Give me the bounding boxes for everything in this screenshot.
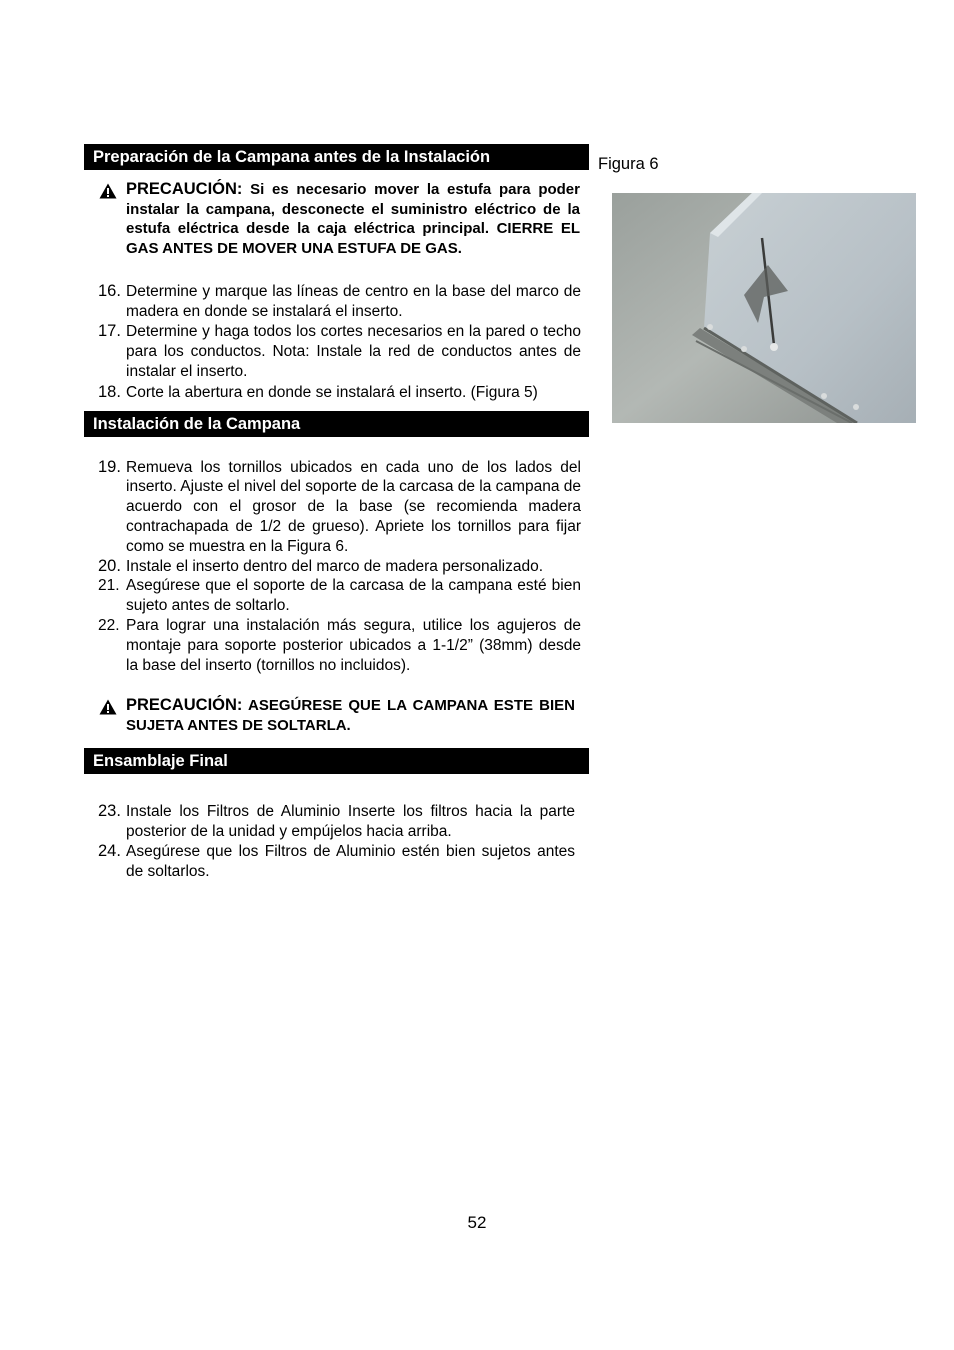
main-column [84, 144, 589, 882]
item-number: 18. [98, 382, 121, 401]
list-item [98, 616, 581, 675]
list-item [98, 842, 575, 882]
page-number: 52 [467, 1213, 487, 1232]
item-number: 21. [98, 577, 120, 595]
list-item [98, 322, 581, 381]
figure-6-photo [612, 193, 916, 423]
item-text: Asegúrese que los Filtros de Aluminio estén bien sujetos antes de soltarlos. [126, 843, 575, 881]
caution-label: PRECAUCIÓN: [126, 180, 243, 198]
warning-icon [99, 183, 117, 199]
caution-block-1 [126, 180, 580, 259]
section-header-installation: Instalación de la Campana [84, 411, 589, 437]
item-number: 24. [98, 842, 121, 861]
item-number: 20. [98, 556, 121, 575]
item-text: Instale los Filtros de Aluminio Inserte los filtros hacia la parte posterior de la unidad y empújelos hacia arriba. [126, 802, 575, 840]
caution-label: PRECAUCIÓN: [126, 696, 243, 715]
list-item [98, 382, 581, 403]
warning-icon [99, 699, 117, 715]
list-item [98, 556, 578, 577]
item-text: Determine y haga todos los cortes necesarios en la pared o techo para los conductos. Nota: Instale la red de conductos antes de instalar el inserto. [126, 323, 581, 380]
list-item [98, 281, 581, 322]
item-number: 19. [98, 457, 121, 476]
item-text: Asegúrese que el soporte de la carcasa de la campana esté bien sujeto antes de soltarlo. [126, 577, 581, 615]
item-text: Remueva los tornillos ubicados en cada uno de los lados del inserto. Ajuste el nivel del soporte de la carcasa de la campana de acuerdo con el grosor de la base (se recomienda madera contrachapada de 1/2 de grueso). Apriete los tornillos para fijar como se muestra en la Figura 6. [126, 458, 581, 555]
item-text: Instale el inserto dentro del marco de madera personalizado. [126, 557, 544, 575]
item-text: Determine y marque las líneas de centro en la base del marco de madera en donde se instalará el inserto. [126, 282, 581, 320]
item-number: 17. [98, 322, 121, 341]
item-text: Corte la abertura en donde se instalará el inserto. (Figura 5) [126, 383, 538, 401]
item-number: 22. [98, 616, 120, 634]
list-item [98, 576, 581, 616]
figure-label: Figura 6 [598, 155, 659, 173]
caution-block-2 [126, 696, 575, 735]
section-header-final-assembly: Ensamblaje Final [84, 748, 589, 774]
section-header-preparation: Preparación de la Campana antes de la Instalación [84, 144, 589, 170]
caution-text: ASEGÚRESE QUE LA CAMPANA ESTE BIEN SUJETA ANTES DE SOLTARLA. [126, 697, 575, 735]
item-text: Para lograr una instalación más segura, utilice los agujeros de montaje para soporte posterior ubicados a 1-1/2” (38mm) desde la base del inserto (tornillos no incluidos). [126, 616, 581, 674]
list-item [98, 801, 575, 842]
list-item [98, 457, 581, 557]
item-number: 23. [98, 801, 121, 820]
item-number: 16. [98, 281, 121, 300]
caution-text: Si es necesario mover la estufa para poder instalar la campana, desconecte el suministro eléctrico de la estufa eléctrica desde la caja eléctrica principal. CIERRE EL GAS ANTES DE MOVER UNA ESTUFA DE GAS. [126, 181, 580, 258]
